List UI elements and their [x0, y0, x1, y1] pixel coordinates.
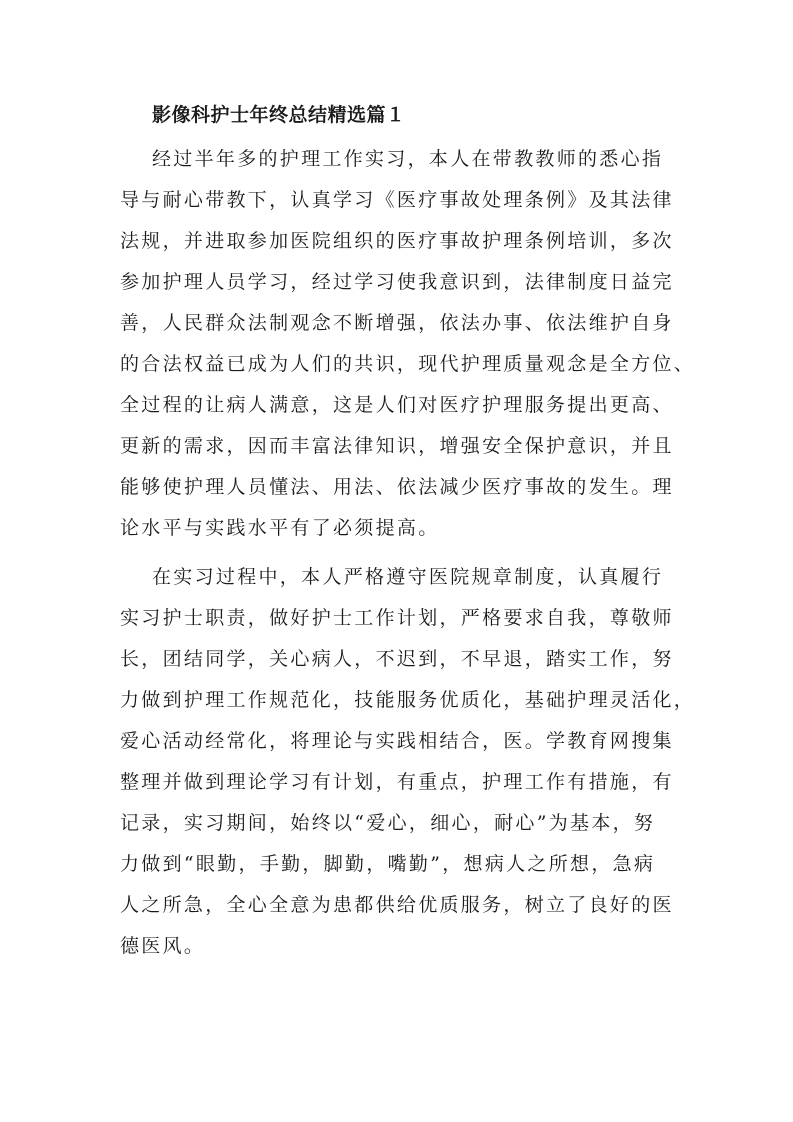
- paragraph-line: 力做到“眼勤，手勤，脚勤，嘴勤”，想病人之所想，急病: [120, 853, 656, 875]
- paragraph-line: 长，团结同学，关心病人，不迟到，不早退，踏实工作，努: [120, 648, 674, 670]
- paragraph-line: 经过半年多的护理工作实习，本人在带教教师的悉心指: [152, 148, 664, 170]
- paragraph-line: 能够使护理人员懂法、用法、依法减少医疗事故的发生。理: [120, 476, 674, 498]
- paragraph-line: 在实习过程中，本人严格遵守医院规章制度，认真履行: [152, 566, 664, 588]
- paragraph-line: 参加护理人员学习，经过学习使我意识到，法律制度日益完: [120, 271, 674, 293]
- paragraph-line: 法规，并进取参加医院组织的医疗事故护理条例培训，多次: [120, 230, 674, 252]
- paragraph-line: 实习护士职责，做好护士工作计划，严格要求自我，尊敬师: [120, 607, 674, 629]
- paragraph-line: 人之所急，全心全意为患都供给优质服务，树立了良好的医: [120, 894, 674, 916]
- paragraph-line: 力做到护理工作规范化，技能服务优质化，基础护理灵活化，: [120, 689, 696, 711]
- paragraph-line: 的合法权益已成为人们的共识，现代护理质量观念是全方位、: [120, 353, 696, 375]
- paragraph-line: 整理并做到理论学习有计划，有重点，护理工作有措施，有: [120, 771, 674, 793]
- paragraph-line: 更新的需求，因而丰富法律知识，增强安全保护意识，并且: [120, 435, 674, 457]
- paragraph-line: 记录，实习期间，始终以“爱心，细心，耐心”为基本，努: [120, 812, 656, 834]
- paragraph-line: 善，人民群众法制观念不断增强，依法办事、依法维护自身: [120, 312, 674, 334]
- paragraph-line: 爱心活动经常化，将理论与实践相结合，医。学教育网搜集: [120, 730, 674, 752]
- paragraph-line: 论水平与实践水平有了必须提高。: [120, 517, 440, 539]
- paragraph-line: 全过程的让病人满意，这是人们对医疗护理服务提出更高、: [120, 394, 674, 416]
- document-title: 影像科护士年终总结精选篇１: [152, 104, 406, 126]
- paragraph-line: 德医风。: [120, 935, 206, 957]
- paragraph-line: 导与耐心带教下，认真学习《医疗事故处理条例》及其法律: [120, 189, 674, 211]
